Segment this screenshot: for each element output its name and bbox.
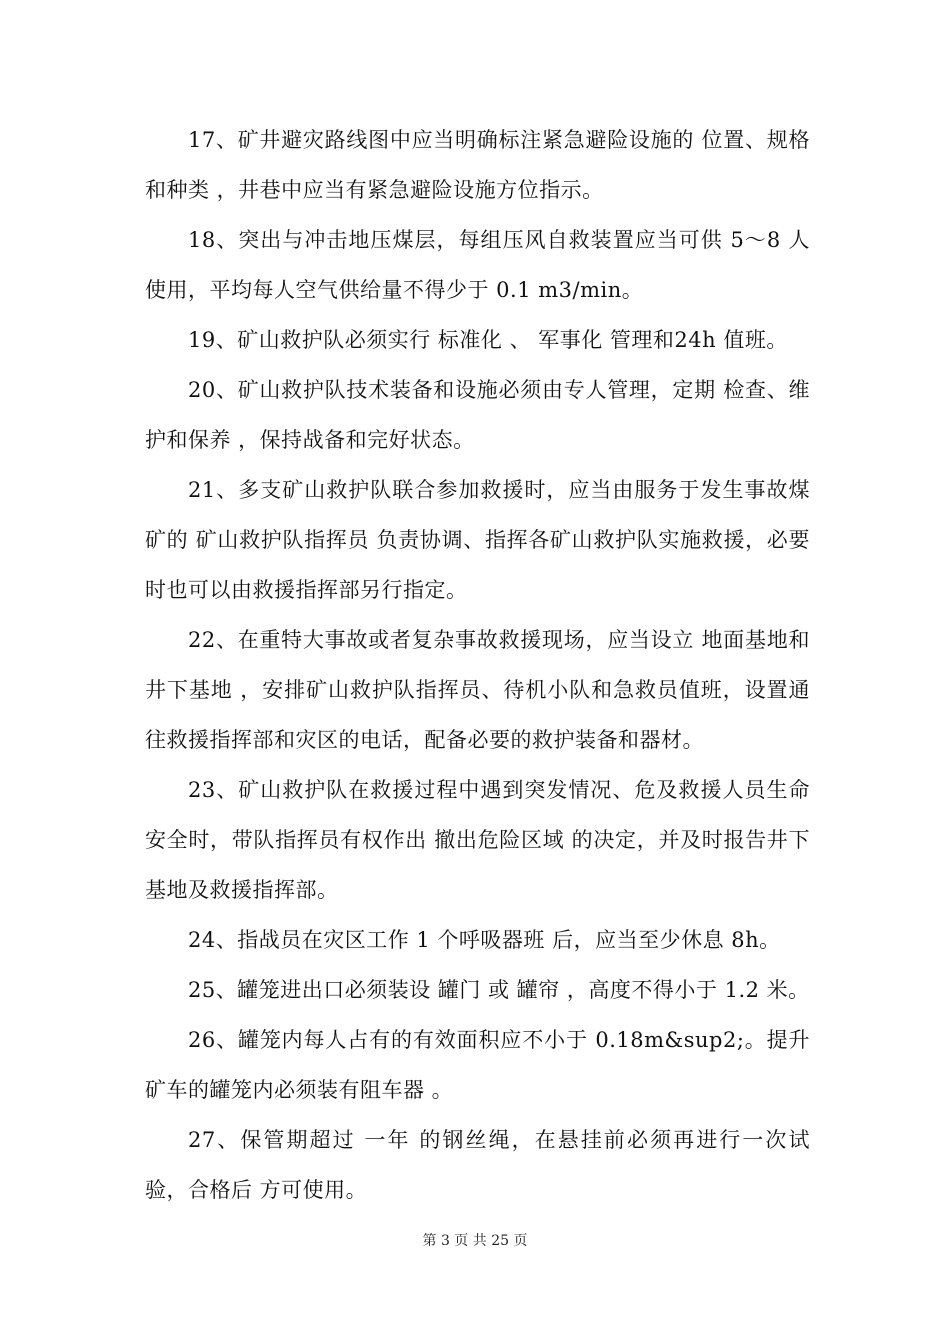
paragraph-27: 27、保管期超过 一年 的钢丝绳，在悬挂前必须再进行一次试验，合格后 方可使用。 bbox=[145, 1128, 810, 1202]
paragraph-17: 17、矿井避灾路线图中应当明确标注紧急避险设施的 位置、规格和种类 ，井巷中应当有紧急避险设施方位指示。 bbox=[145, 128, 810, 202]
paragraph-20: 20、矿山救护队技术装备和设施必须由专人管理，定期 检查、维护和保养 ，保持战备和完好状态。 bbox=[145, 378, 810, 452]
paragraph-22: 22、在重特大事故或者复杂事故救援现场，应当设立 地面基地和 井下基地 ，安排矿山救护队指挥员、待机小队和急救员值班，设置通往救援指挥部和灾区的电话，配备必要的救护装备和器材。 bbox=[145, 628, 810, 752]
paragraph-19: 19、矿山救护队必须实行 标准化 、 军事化 管理和24h 值班。 bbox=[188, 328, 788, 352]
paragraph-24: 24、指战员在灾区工作 1 个呼吸器班 后，应当至少休息 8h。 bbox=[188, 928, 781, 952]
paragraph-23: 23、矿山救护队在救援过程中遇到突发情况、危及救援人员生命安全时，带队指挥员有权作出 撤出危险区域 的决定，并及时报告井下基地及救援指挥部。 bbox=[145, 778, 810, 902]
paragraph-21: 21、多支矿山救护队联合参加救援时，应当由服务于发生事故煤矿的 矿山救护队指挥员 负责协调、指挥各矿山救护队实施救援，必要时也可以由救援指挥部另行指定。 bbox=[145, 478, 810, 602]
paragraph-18: 18、突出与冲击地压煤层，每组压风自救装置应当可供 5～8 人使用，平均每人空气供给量不得少于 0.1 m3/min。 bbox=[145, 228, 810, 302]
page-body bbox=[145, 115, 810, 1215]
paragraph-25: 25、罐笼进出口必须装设 罐门 或 罐帘 ，高度不得小于 1.2 米。 bbox=[188, 978, 810, 1002]
paragraph-26: 26、罐笼内每人占有的有效面积应不小于 0.18m&sup2;。提升矿车的罐笼内必须装有阻车器 。 bbox=[145, 1028, 810, 1102]
page-number-footer: 第 3 页 共 25 页 bbox=[422, 1233, 528, 1249]
